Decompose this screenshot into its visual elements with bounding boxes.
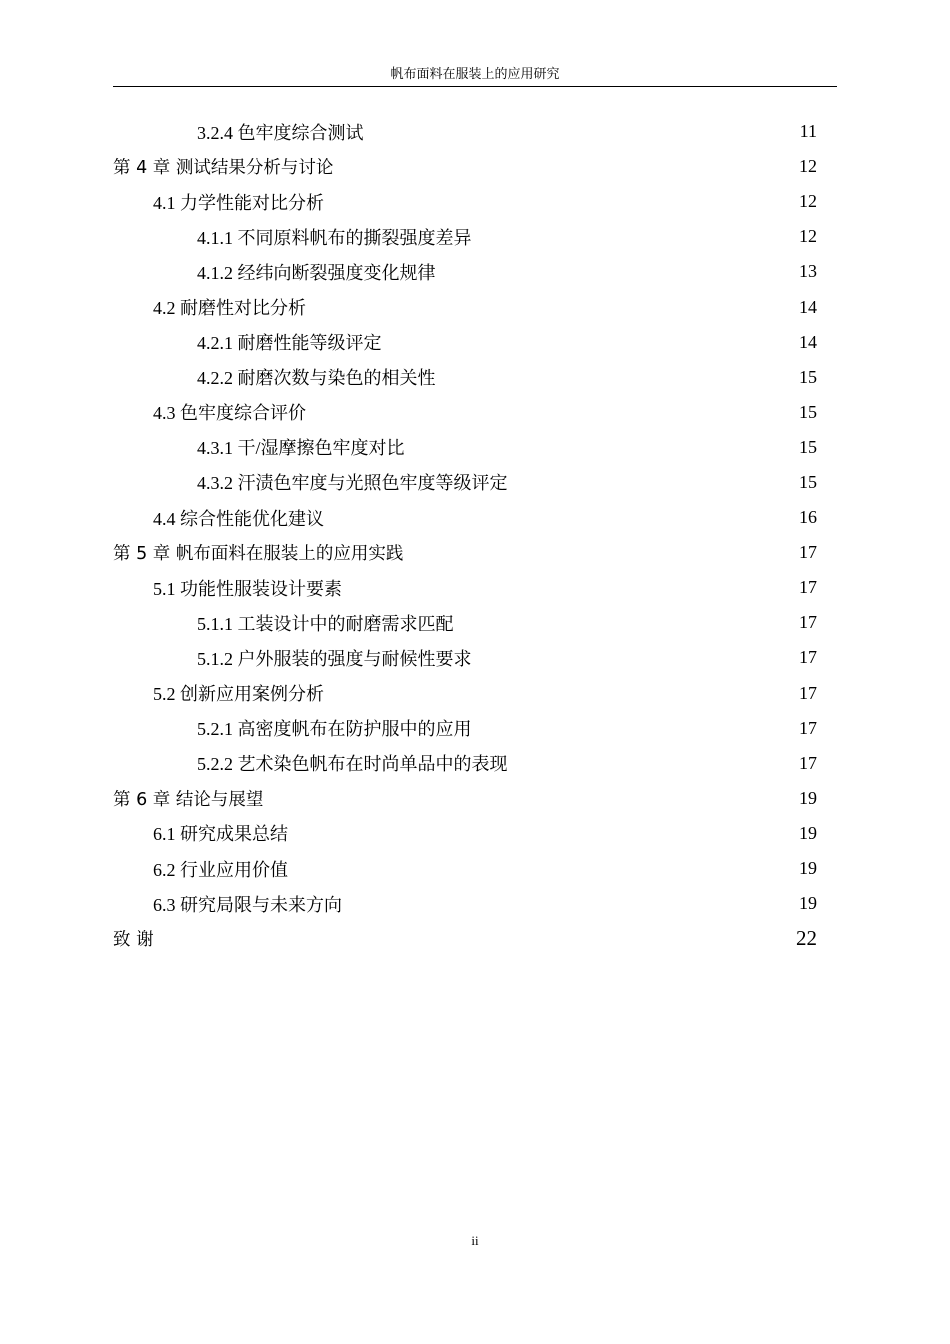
toc-entry[interactable]	[113, 289, 817, 324]
toc-entry-page: 19	[799, 858, 817, 879]
toc-entry[interactable]	[113, 465, 817, 500]
toc-entry[interactable]	[113, 184, 817, 219]
toc-entry-page: 14	[799, 331, 817, 352]
toc-entry-page: 12	[799, 156, 817, 177]
toc-entry-label: 5.1.2 户外服装的强度与耐候性要求	[197, 648, 472, 669]
toc-acknowledgements-entry[interactable]	[113, 921, 817, 956]
toc-entry[interactable]	[113, 886, 817, 921]
toc-entry[interactable]	[113, 570, 817, 605]
toc-entry[interactable]	[113, 605, 817, 640]
toc-entry[interactable]	[113, 114, 817, 149]
toc-entry-label: 5.1 功能性服装设计要素	[153, 578, 342, 599]
toc-entry-page: 15	[799, 366, 817, 387]
toc-entry-page: 22	[796, 926, 817, 951]
toc-entry-page: 11	[799, 121, 817, 142]
toc-chapter-entry[interactable]	[113, 535, 817, 570]
toc-entry-label: 致 谢	[113, 930, 154, 951]
toc-entry[interactable]	[113, 430, 817, 465]
toc-entry-label: 4.3.1 干/湿摩擦色牢度对比	[197, 438, 405, 459]
toc-entry-label: 5.2.2 艺术染色帆布在时尚单品中的表现	[197, 754, 508, 775]
table-of-contents	[113, 114, 817, 956]
toc-entry-label: 4.4 综合性能优化建议	[153, 508, 324, 529]
toc-entry-page: 17	[799, 542, 817, 563]
toc-entry-page: 17	[799, 647, 817, 668]
toc-entry[interactable]	[113, 640, 817, 675]
toc-entry-label: 4.2.2 耐磨次数与染色的相关性	[197, 368, 436, 389]
toc-entry[interactable]	[113, 711, 817, 746]
toc-entry-page: 14	[799, 296, 817, 317]
toc-entry-page: 17	[799, 577, 817, 598]
toc-entry-label: 4.1 力学性能对比分析	[153, 192, 324, 213]
toc-entry[interactable]	[113, 500, 817, 535]
toc-entry-label: 4.3.2 汗渍色牢度与光照色牢度等级评定	[197, 473, 508, 494]
running-header: 帆布面料在服装上的应用研究	[390, 67, 560, 82]
toc-entry-label: 5.2 创新应用案例分析	[153, 684, 324, 705]
toc-entry-label: 4.2 耐磨性对比分析	[153, 298, 306, 319]
toc-entry-label: 第 6 章 结论与展望	[113, 789, 264, 810]
toc-entry-page: 16	[799, 507, 817, 528]
toc-entry[interactable]	[113, 746, 817, 781]
toc-entry[interactable]	[113, 360, 817, 395]
toc-entry-label: 4.2.1 耐磨性能等级评定	[197, 333, 382, 354]
toc-entry-label: 5.2.1 高密度帆布在防护服中的应用	[197, 719, 472, 740]
toc-entry[interactable]	[113, 851, 817, 886]
toc-entry[interactable]	[113, 254, 817, 289]
toc-entry-label: 6.1 研究成果总结	[153, 824, 288, 845]
toc-entry-label: 6.3 研究局限与未来方向	[153, 894, 342, 915]
toc-entry-page: 15	[799, 401, 817, 422]
toc-entry-label: 3.2.4 色牢度综合测试	[197, 122, 364, 143]
toc-entry-page: 19	[799, 893, 817, 914]
toc-entry[interactable]	[113, 816, 817, 851]
toc-entry-label: 6.2 行业应用价值	[153, 859, 288, 880]
toc-entry[interactable]	[113, 676, 817, 711]
toc-entry-page: 15	[799, 471, 817, 492]
toc-chapter-entry[interactable]	[113, 781, 817, 816]
toc-entry-page: 17	[799, 717, 817, 738]
toc-entry-label: 4.1.1 不同原料帆布的撕裂强度差异	[197, 227, 472, 248]
toc-entry-page: 12	[799, 191, 817, 212]
toc-entry[interactable]	[113, 325, 817, 360]
toc-entry-label: 4.3 色牢度综合评价	[153, 403, 306, 424]
toc-entry-label: 第 4 章 测试结果分析与讨论	[113, 158, 334, 179]
toc-entry-label: 5.1.1 工装设计中的耐磨需求匹配	[197, 613, 454, 634]
toc-entry-page: 13	[799, 261, 817, 282]
toc-chapter-entry[interactable]	[113, 149, 817, 184]
toc-entry-page: 17	[799, 752, 817, 773]
toc-entry-page: 17	[799, 682, 817, 703]
toc-entry[interactable]	[113, 219, 817, 254]
header-rule	[113, 86, 837, 87]
toc-entry-page: 12	[799, 226, 817, 247]
toc-entry-page: 19	[799, 787, 817, 808]
toc-entry-page: 15	[799, 436, 817, 457]
toc-entry[interactable]	[113, 395, 817, 430]
toc-entry-label: 4.1.2 经纬向断裂强度变化规律	[197, 262, 436, 283]
page-number: ii	[471, 1233, 479, 1248]
toc-entry-page: 19	[799, 822, 817, 843]
toc-entry-label: 第 5 章 帆布面料在服装上的应用实践	[113, 544, 404, 565]
toc-entry-page: 17	[799, 612, 817, 633]
